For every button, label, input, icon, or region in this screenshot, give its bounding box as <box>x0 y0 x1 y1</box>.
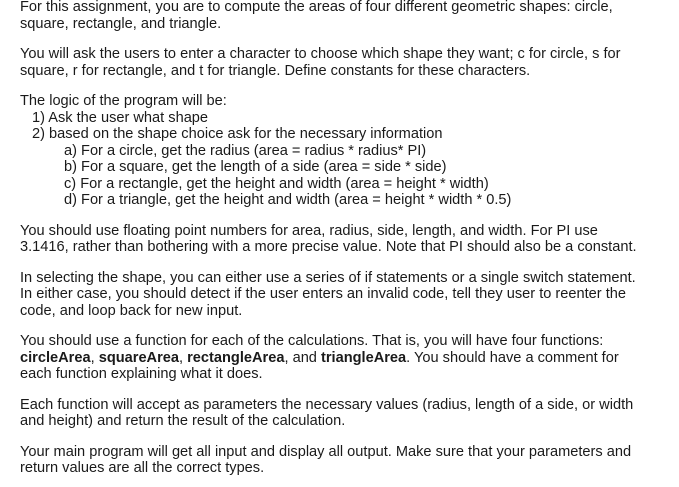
function-name: triangleArea <box>320 349 407 366</box>
text-line: You will ask the users to enter a character to choose which shape they want; c for circle, s for <box>20 46 621 62</box>
text-line: In either case, you should detect if the user enters an invalid code, tell they user to reenter the <box>20 286 626 302</box>
separator: , <box>90 349 99 366</box>
text-line: square, r for rectangle, and t for triangle. Define constants for these characters. <box>20 62 531 79</box>
text-line: Each function will accept as parameters the necessary values (radius, length of a side, or width <box>20 396 634 413</box>
logic-substep: b) For a square, get the length of a side (area = side * side) <box>64 159 447 175</box>
logic-substep: c) For a rectangle, get the height and width (area = height * width) <box>64 175 489 192</box>
logic-step: 2) based on the shape choice ask for the necessary information <box>32 126 443 142</box>
text-line: return values are all the correct types. <box>20 460 265 476</box>
text-line: For this assignment, you are to compute the areas of four different geometric shapes: circle, <box>20 0 613 15</box>
parameters-paragraph <box>20 397 672 430</box>
main-program-paragraph <box>20 444 672 477</box>
text-line: and height) and return the result of the calculation. <box>20 413 346 429</box>
separator: , and <box>284 349 321 366</box>
function-name: squareArea <box>98 349 180 366</box>
text-line: square, rectangle, and triangle. <box>20 15 222 32</box>
text-line: You should use floating point numbers for area, radius, side, length, and width. For PI use <box>20 222 598 239</box>
floating-point-paragraph <box>20 223 672 256</box>
logic-step: 1) Ask the user what shape <box>32 109 209 126</box>
logic-title: The logic of the program will be: <box>20 93 227 109</box>
function-name: rectangleArea <box>187 349 285 366</box>
logic-substep: d) For a triangle, get the height and width (area = height * width * 0.5) <box>64 192 512 208</box>
program-logic-section <box>20 93 672 209</box>
functions-paragraph <box>20 333 672 383</box>
intro-paragraph <box>20 0 672 32</box>
text-fragment: . You should have a comment for <box>406 349 619 366</box>
text-line: You should use a function for each of the calculations. That is, you will have four functions: <box>20 333 604 349</box>
selection-paragraph <box>20 270 672 320</box>
text-line: code, and loop back for new input. <box>20 302 243 319</box>
assignment-document <box>20 0 672 477</box>
text-line: each function explaining what it does. <box>20 366 263 382</box>
shape-choice-paragraph <box>20 46 672 79</box>
separator: , <box>179 349 188 366</box>
text-line: 3.1416, rather than bothering with a more precise value. Note that PI should also be a constant. <box>20 239 637 255</box>
function-name: circleArea <box>20 349 91 366</box>
logic-substep: a) For a circle, get the radius (area = radius * radius* PI) <box>64 142 427 159</box>
text-line: In selecting the shape, you can either use a series of if statements or a single switch statement. <box>20 269 636 286</box>
text-line: Your main program will get all input and display all output. Make sure that your parameters and <box>20 443 632 460</box>
